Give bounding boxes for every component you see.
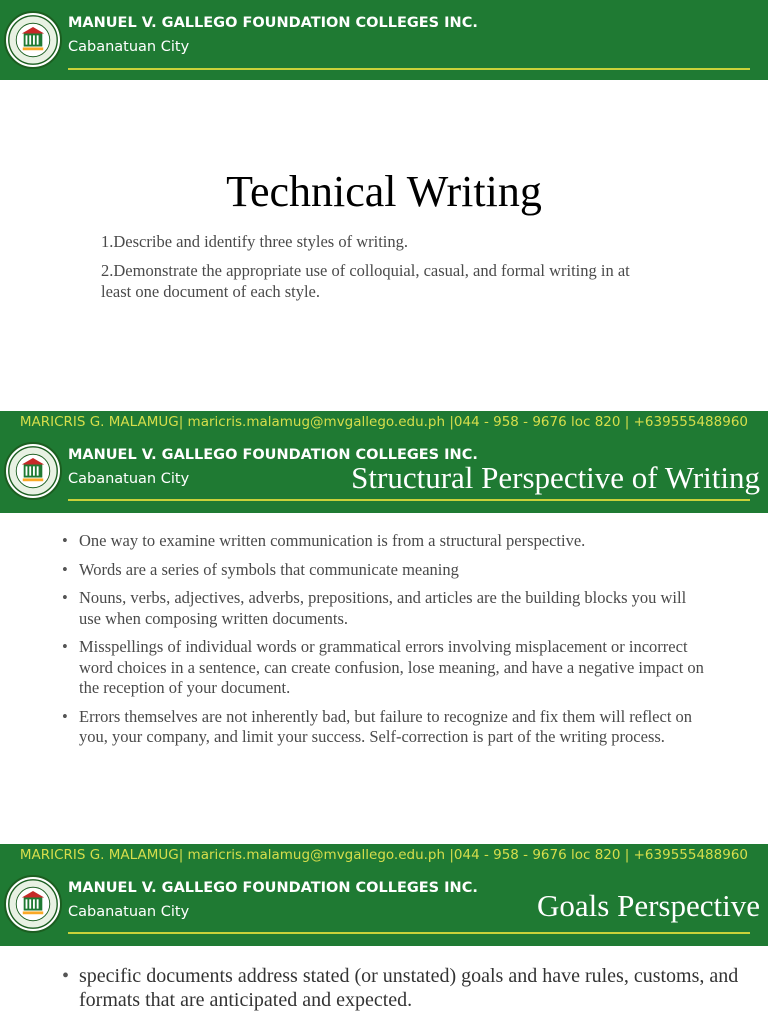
list-item: • specific documents address stated (or unstated) goals and have rules, customs, and formats that are anticipated and expected.	[62, 964, 752, 1012]
college-name: MANUEL V. GALLEGO FOUNDATION COLLEGES INC.	[68, 880, 478, 896]
slide2-title: Structural Perspective of Writing	[351, 460, 760, 495]
objective-item: 2.Demonstrate the appropriate use of colloquial, casual, and formal writing in at least one document of each style.	[101, 261, 630, 301]
college-seal-logo	[4, 442, 62, 500]
college-city: Cabanatuan City	[68, 471, 190, 487]
college-seal-logo	[4, 11, 62, 69]
college-city: Cabanatuan City	[68, 39, 190, 55]
objective-item: 1.Describe and identify three styles of writing.	[101, 232, 408, 251]
header-rule	[68, 499, 750, 501]
slide1-footer-contact: MARICRIS G. MALAMUG| maricris.malamug@mvgallego.edu.ph |044 - 958 - 9676 loc 820 | +639555488960	[0, 411, 768, 433]
list-item: • Nouns, verbs, adjectives, adverbs, prepositions, and articles are the building blocks you will use when composing written documents.	[62, 588, 712, 629]
list-item: • Misspellings of individual words or grammatical errors involving misplacement or incorrect word choices in a sentence, can create confusion, lose meaning, and have a negative impact on the reception of your document.	[62, 637, 712, 699]
slide2-header	[0, 433, 768, 513]
header-rule	[68, 68, 750, 70]
slide3-header	[0, 866, 768, 946]
college-name: MANUEL V. GALLEGO FOUNDATION COLLEGES INC.	[68, 447, 478, 463]
slide1-title: Technical Writing	[226, 167, 542, 216]
college-city: Cabanatuan City	[68, 904, 190, 920]
header-rule	[68, 932, 750, 934]
slide3-title: Goals Perspective	[537, 888, 760, 923]
list-item: • Words are a series of symbols that communicate meaning	[62, 560, 712, 581]
list-item: • Errors themselves are not inherently bad, but failure to recognize and fix them will reflect on you, your company, and limit your success. Self-correction is part of the writing process.	[62, 707, 712, 748]
college-name: MANUEL V. GALLEGO FOUNDATION COLLEGES INC.	[68, 15, 478, 31]
slide2-footer-contact: MARICRIS G. MALAMUG| maricris.malamug@mvgallego.edu.ph |044 - 958 - 9676 loc 820 | +639555488960	[0, 844, 768, 866]
list-item: • One way to examine written communication is from a structural perspective.	[62, 531, 712, 552]
college-seal-logo	[4, 875, 62, 933]
slide3-bullet-list	[62, 964, 752, 1020]
slide1-header	[0, 0, 768, 80]
slide2-bullet-list	[62, 531, 712, 756]
